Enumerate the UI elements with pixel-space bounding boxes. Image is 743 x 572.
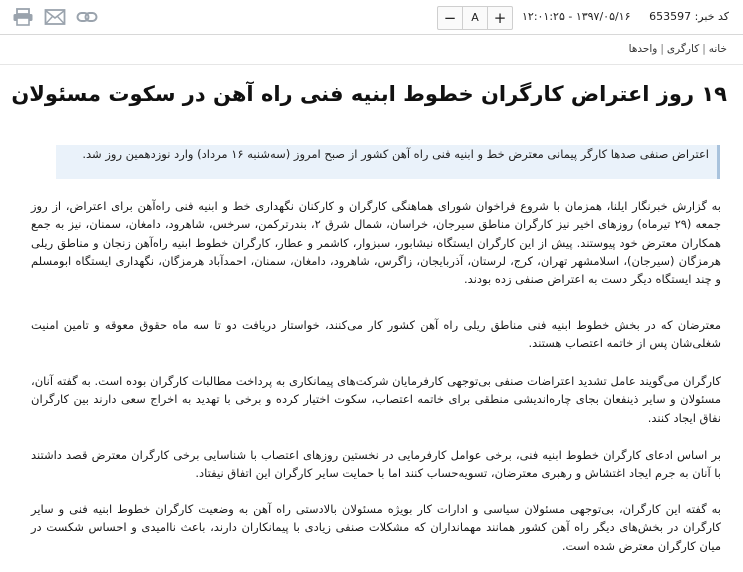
zoom-in-button[interactable]: + [487, 7, 512, 29]
breadcrumb-home[interactable]: خانه [708, 43, 727, 55]
article-paragraph-1: به گزارش خبرنگار ایلنا، همزمان با شروع فراخوان شورای هماهنگی کارگران و کارکنان نگهداری خط و ابنیه فنی راه‌آهن برای اعتراض، از روز جمعه (۲۹ تیرماه) روزهای اخیر نیز کارگران مناطق سیرجان، خراسان، شمال شرق ۲، بندرترکمن، سرخس، شاهرود، دامغان، سمنان، نیز به جمع همکاران معترض خود پیوستند. پیش از این کارگران ایستگاه نیشابور، سبزوار، کاشمر و عطار، کارگران خطوط ابنیه راه‌آهن زنجان و مناطق ریلی هرمزگان (سیرجان)، اسلامشهر تهران، کرج، لرستان، آذربایجان، زاگرس، شاهرود، دامغان، سمنان، احمدآباد هرمزگان، نگهداری ایستگاه ابومسلم و چند ایستگاه دیگر دست به اعتراض صنفی زده بودند. [31, 199, 721, 287]
article-paragraph-2: معترضان که در بخش خطوط ابنیه فنی مناطق ریلی راه آهن کشور کار می‌کنند، خواستار دریافت دو تا سه ماه حقوق معوقه و تامین امنیت شغلی‌شان پس از خاتمه اعتصاب هستند. [31, 318, 721, 351]
link-icon[interactable] [76, 8, 98, 26]
article-headline: ۱۹ روز اعتراض کارگران خطوط ابنیه فنی راه آهن در سکوت مسئولان [11, 82, 727, 106]
article-paragraph-5: به گفته این کارگران، بی‌توجهی مسئولان سیاسی و ادارات کار بویژه مسئولان بالادستی راه آهن به وضعیت کارگران خطوط ابنیه فنی و سایر کارگران در بخش‌های دیگر راه آهن کشور همانند مهمانداران که مشکلات صنفی زیادی با پیمانکاران دارند، باعث ناامیدی و احساس شکست در میان کارگران معترض شده است. [31, 502, 721, 553]
news-id [649, 10, 729, 23]
font-size-controls [437, 6, 513, 30]
breadcrumb: خانه|کارگری|واحدها [628, 43, 727, 55]
breadcrumb-labor[interactable]: کارگری [666, 43, 700, 55]
article-paragraph-4: بر اساس ادعای کارگران خطوط ابنیه فنی، برخی عوامل کارفرمایی در نخستین روزهای اعتصاب با شناسایی برخی کارگران معترض قصد داشتند با آنان به جرم ایجاد اغتشاش و رهبری معترضان، تسویه‌حساب کنند اما با حمایت سایر کارگران این اتفاق نیفتاد. [31, 448, 721, 481]
breadcrumb-units[interactable]: واحدها [628, 43, 658, 55]
news-id-value: 653597 [649, 10, 692, 23]
toolbar-divider [0, 34, 743, 35]
zoom-reset-button[interactable]: A [462, 7, 487, 29]
article-paragraph-3: کارگران می‌گویند عامل تشدید اعتراضات صنفی بی‌توجهی کارفرمایان شرکت‌های پیمانکاری به پرداخت مطالبات کارگران بوده است. به گفته آنان، مسئولان و سایر ذینفعان بجای چاره‌اندیشی منطقی برای خاتمه اعتصاب، سکوت اختیار کرده و برخی با تهدید به اخراج سعی دارند بین کارگران نفاق ایجاد کنند. [31, 374, 721, 425]
breadcrumb-divider [0, 64, 743, 65]
share-tools [12, 8, 98, 26]
article-toolbar [0, 0, 743, 34]
print-icon[interactable] [12, 8, 34, 26]
zoom-out-button[interactable]: − [443, 9, 457, 27]
publish-date: ۱۲:۰۱:۲۵ - ۱۳۹۷/۰۵/۱۶ [522, 10, 631, 23]
news-id-label: کد خبر: [694, 10, 729, 23]
article-lead: اعتراض صنفی صدها کارگر پیمانی معترض خط و ابنیه فنی راه آهن کشور از صبح امروز (سه‌شنبه ۱۶ مرداد) وارد نوزدهمین روز شد. [56, 145, 720, 179]
email-icon[interactable] [44, 8, 66, 26]
